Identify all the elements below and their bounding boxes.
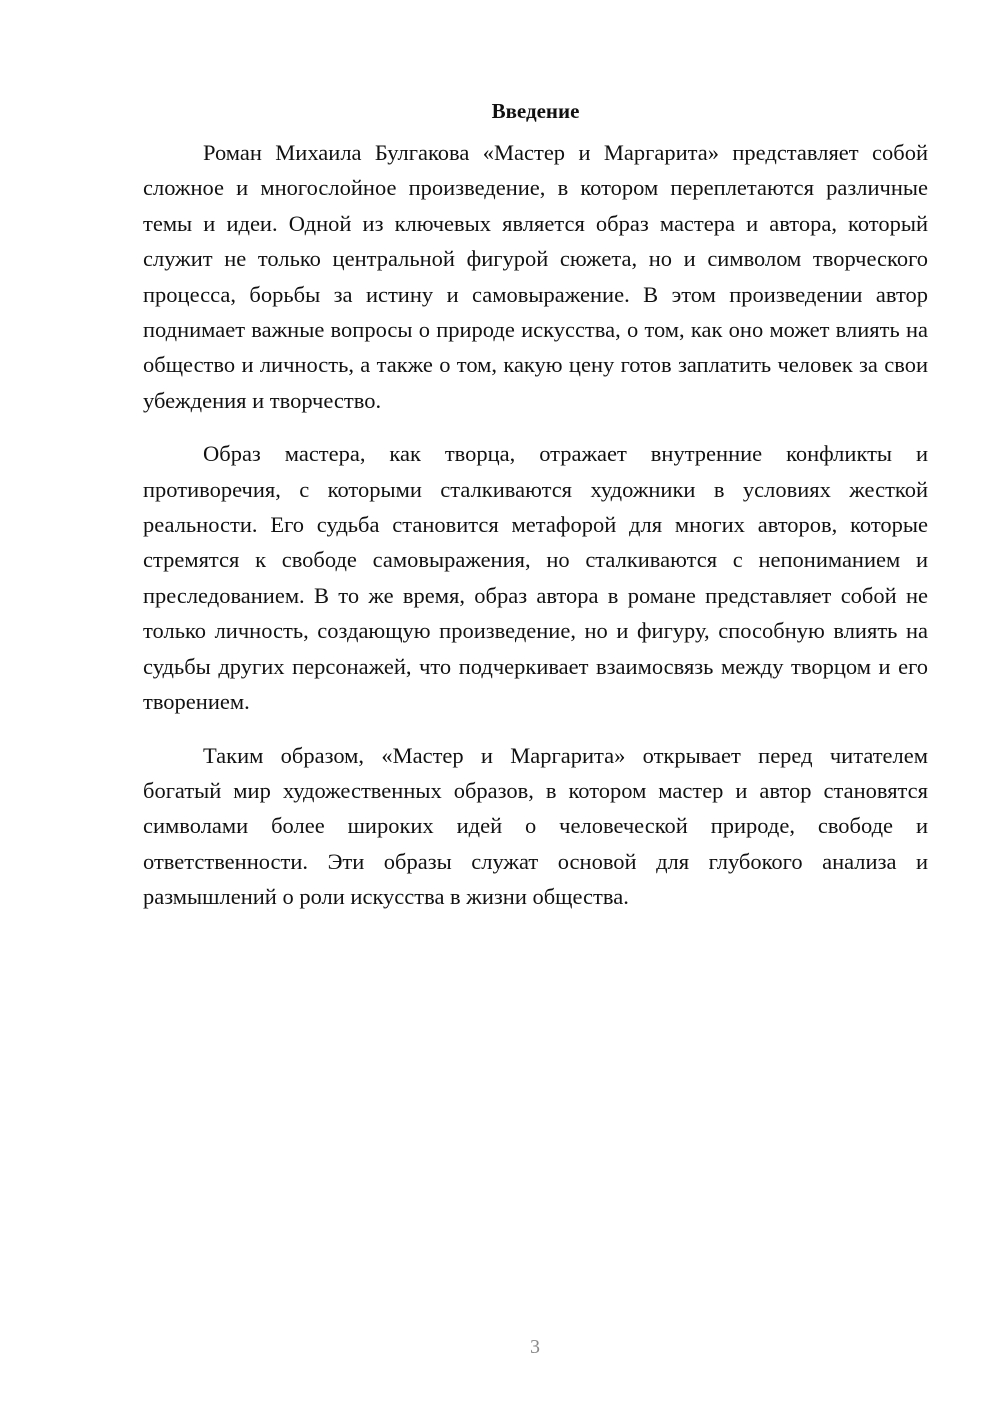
paragraph-3: Таким образом, «Мастер и Маргарита» открывает перед читателем богатый мир художественных образов, в котором мастер и автор становятся символами более широких идей о человеческой природе, свободе и ответственности. Эти образы служат основой для глубокого анализа и размышлений о роли искусства в жизни общества. xyxy=(143,742,928,910)
paragraph-1: Роман Михаила Булгакова «Мастер и Маргарита» представляет собой сложное и многослойное произведение, в котором переплетаются различные темы и идеи. Одной из ключевых является образ мастера и автора, который служит не только центральной фигурой сюжета, но и символом творческого процесса, борьбы за истину и самовыражение. В этом произведении автор поднимает важные вопросы о природе искусства, о том, как оно может влиять на общество и личность, а также о том, какую цену готов заплатить человек за свои убеждения и творчество. xyxy=(143,140,928,413)
section-heading: Введение xyxy=(491,99,580,123)
page-number: 3 xyxy=(530,1336,540,1358)
page-content xyxy=(143,96,928,933)
paragraph-2: Образ мастера, как творца, отражает внутренние конфликты и противоречия, с которыми сталкиваются художники в условиях жесткой реальности. Его судьба становится метафорой для многих авторов, которые стремятся к свободе самовыражения, но сталкиваются с непониманием и преследованием. В то же время, образ автора в романе представляет собой не только личность, создающую произведение, но и фигуру, способную влиять на судьбы других персонажей, что подчеркивает взаимосвязь между творцом и его творением. xyxy=(143,441,928,715)
